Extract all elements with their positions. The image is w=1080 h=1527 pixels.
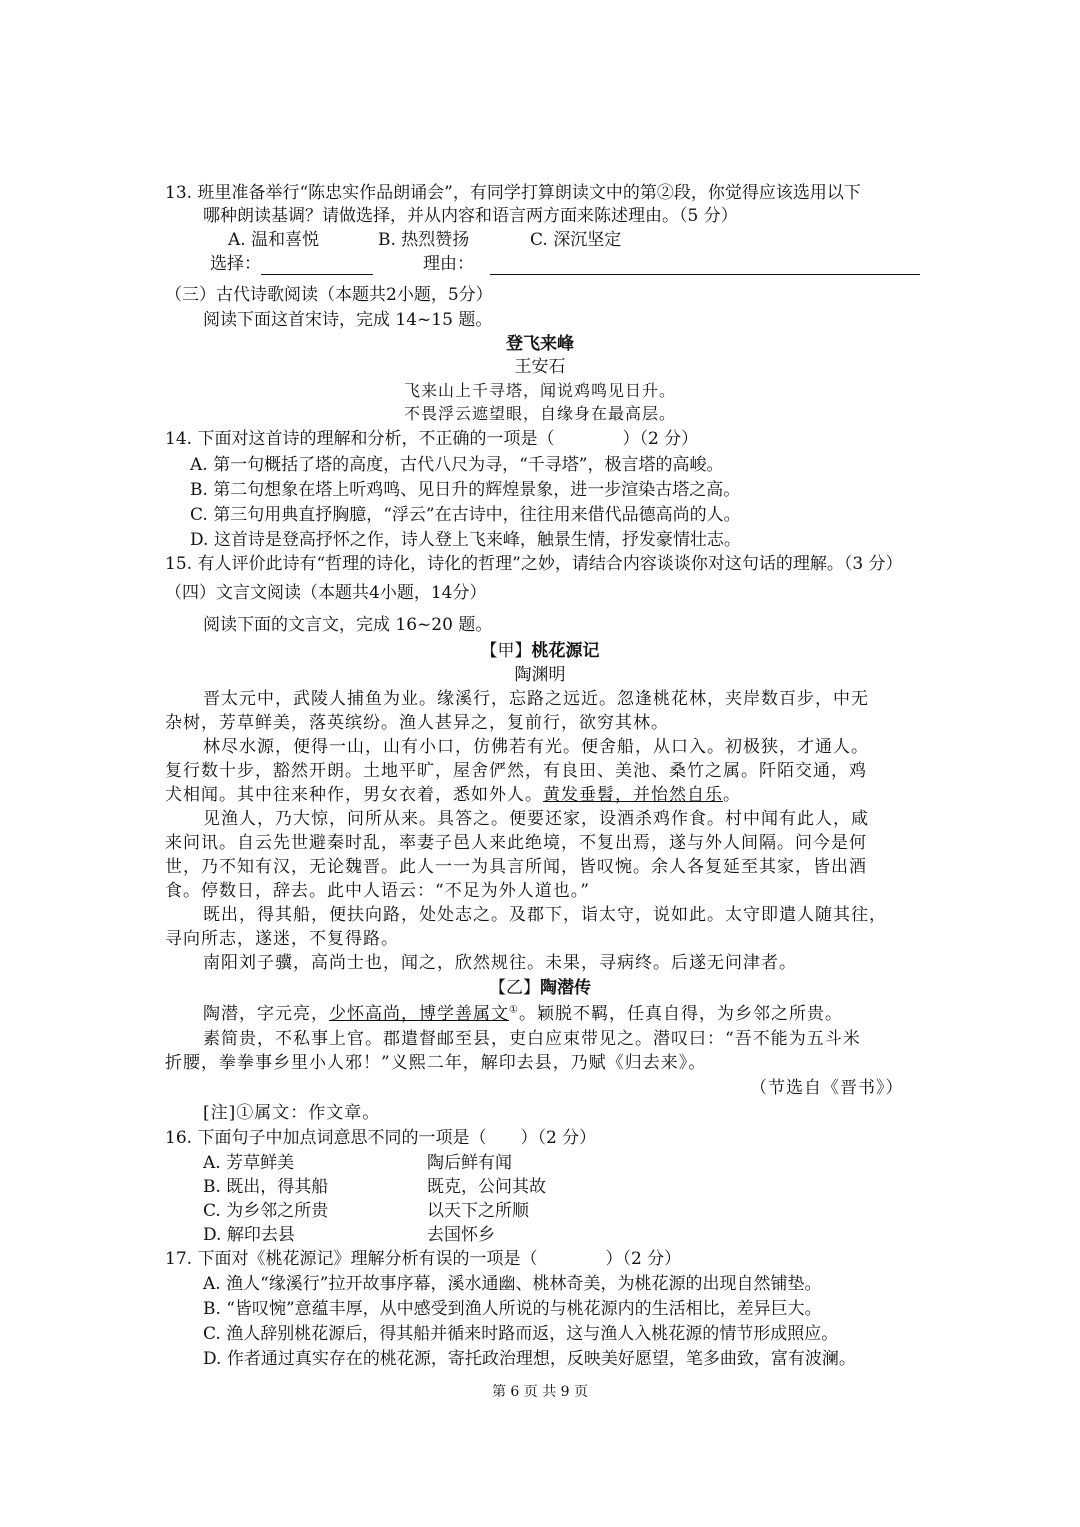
q16-option-b-left: B. 既出，得其船 xyxy=(203,1177,329,1197)
q16-option-a-left: A. 芳草鲜美 xyxy=(203,1153,295,1173)
q13-stem-line1: 13. 班里准备举行“陈忠实作品朗诵会”，有同学打算朗读文中的第②段，你觉得应该选用以下 xyxy=(165,183,861,203)
q16-stem: 16. 下面句子中加点词意思不同的一项是（ ）（2 分） xyxy=(165,1128,597,1148)
yi-line: 折腰，拳拳事乡里小人邪！”义熙二年，解印去县，乃赋《归去来》。 xyxy=(165,1053,707,1073)
q16-option-c-right: 以天下之所顺 xyxy=(427,1201,529,1221)
jia-line: 复行数十步，豁然开朗。土地平旷，屋舍俨然，有良田、美池、桑竹之属。阡陌交通，鸡 xyxy=(165,761,867,781)
section3-header: （三）古代诗歌阅读（本题共2小题，5分） xyxy=(165,285,493,305)
q14-stem: 14. 下面对这首诗的理解和分析，不正确的一项是（ ）（2 分） xyxy=(165,429,699,449)
page-footer: 第 6 页 共 9 页 xyxy=(491,1384,589,1400)
q14-option-c: C. 第三句用典直抒胸臆，“浮云”在古诗中，往往用来借代品德高尚的人。 xyxy=(190,505,741,525)
q16-option-c-left: C. 为乡邻之所贵 xyxy=(203,1201,329,1221)
yi-underlined-phrase: 少怀高尚，博学善属文 xyxy=(329,1004,509,1024)
q13-option-b: B. 热烈赞扬 xyxy=(378,230,470,250)
jia-underlined-phrase: 黄发垂髫，并怡然自乐 xyxy=(543,785,723,805)
choice-label: 选择： xyxy=(210,254,261,274)
section4-intro: 阅读下面的文言文，完成 16~20 题。 xyxy=(203,615,493,635)
q13-answer-row xyxy=(210,253,920,275)
reason-blank[interactable] xyxy=(490,256,920,275)
jia-author: 陶渊明 xyxy=(514,665,566,685)
yi-line xyxy=(203,1003,843,1025)
jia-line xyxy=(165,784,741,806)
q13-options xyxy=(228,229,621,251)
jia-line: 食。停数日，辞去。此中人语云：“不足为外人道也。” xyxy=(165,881,590,901)
q14-option-d: D. 这首诗是登高抒怀之作，诗人登上飞来峰，触景生情，抒发豪情壮志。 xyxy=(190,530,741,550)
q14-option-b: B. 第二句想象在塔上听鸡鸣、见日升的辉煌景象，进一步渲染古塔之高。 xyxy=(190,480,741,500)
q17-stem: 17. 下面对《桃花源记》理解分析有误的一项是（ ）（2 分） xyxy=(165,1249,682,1269)
section4-header: （四）文言文阅读（本题共4小题，14分） xyxy=(165,583,487,603)
yi-line-rest: 。颖脱不羁，任真自得，为乡邻之所贵。 xyxy=(518,1004,843,1024)
poem-line: 飞来山上千寻塔，闻说鸡鸣见日升。 xyxy=(403,381,676,400)
jia-title: 桃花源记 xyxy=(531,641,600,661)
jia-line: 既出，得其船，便扶向路，处处志之。及郡下，诣太守，说如此。太守即遣人随其往， xyxy=(203,905,887,925)
jia-line: 见渔人，乃大惊，问所从来。具答之。便要还家，设酒杀鸡作食。村中闻有此人，咸 xyxy=(203,809,869,829)
q16-option-a-right: 陶后鲜有闻 xyxy=(427,1153,512,1173)
section3-intro: 阅读下面这首宋诗，完成 14~15 题。 xyxy=(203,310,493,330)
q16-option-b-right: 既克，公问其故 xyxy=(427,1177,546,1197)
poem-line: 不畏浮云遮望眼，自缘身在最高层。 xyxy=(403,404,676,423)
yi-bracket: 【乙】 xyxy=(489,978,540,998)
yi-line-text: 陶潜，字元亮， xyxy=(203,1004,329,1024)
reason-label: 理由： xyxy=(423,254,474,274)
q15-stem: 15. 有人评价此诗有“哲理的诗化，诗化的哲理”之妙，请结合内容谈谈你对这句话的理解。（3 分） xyxy=(165,554,903,574)
yi-title-row xyxy=(0,977,1080,999)
q13-stem-line2: 哪种朗读基调？请做选择，并从内容和语言两方面来陈述理由。（5 分） xyxy=(203,206,738,226)
q17-option-d: D. 作者通过真实存在的桃花源，寄托政治理想，反映美好愿望，笔多曲致，富有波澜。 xyxy=(203,1349,856,1369)
poem-title: 登飞来峰 xyxy=(506,334,574,354)
jia-bracket: 【甲】 xyxy=(480,641,532,661)
jia-line: 世，乃不知有汉，无论魏晋。此人一一为具言所闻，皆叹惋。余人各复延至其家，皆出酒 xyxy=(165,857,867,877)
jia-line: 林尽水源，便得一山，山有小口，仿佛若有光。便舍船，从口入。初极狭，才通人。 xyxy=(203,737,869,757)
poem-author: 王安石 xyxy=(514,357,566,377)
q17-option-b: B. “皆叹惋”意蕴丰厚，从中感受到渔人所说的与桃花源内的生活相比，差异巨大。 xyxy=(203,1299,822,1319)
footnote-marker: ① xyxy=(509,1004,519,1016)
jia-line: 晋太元中，武陵人捕鱼为业。缘溪行，忘路之远近。忽逢桃花林，夹岸数百步，中无 xyxy=(203,689,869,709)
q16-option-d-left: D. 解印去县 xyxy=(203,1225,295,1245)
jia-line: 来问讯。自云先世避秦时乱，率妻子邑人来此绝境，不复出焉，遂与外人间隔。问今是何 xyxy=(165,833,867,853)
jia-line: 寻向所志，遂迷，不复得路。 xyxy=(165,929,399,949)
jia-line: 杂树，芳草鲜美，落英缤纷。渔人甚异之，复前行，欲穷其林。 xyxy=(165,713,669,733)
q16-option-d-right: 去国怀乡 xyxy=(427,1225,495,1245)
q14-option-a: A. 第一句概括了塔的高度，古代八尺为寻，“千寻塔”，极言塔的高峻。 xyxy=(190,455,724,475)
footnote: [注]①属文：作文章。 xyxy=(203,1103,381,1123)
jia-line: 南阳刘子骥，高尚士也，闻之，欣然规往。未果，寻病终。后遂无问津者。 xyxy=(203,953,797,973)
jia-title-row xyxy=(0,640,1080,662)
choice-blank[interactable] xyxy=(261,256,373,275)
q13-option-c: C. 深沉坚定 xyxy=(530,230,622,250)
yi-title: 陶潜传 xyxy=(540,978,591,998)
q13-option-a: A. 温和喜悦 xyxy=(228,230,320,250)
q17-option-a: A. 渔人“缘溪行”拉开故事序幕，溪水通幽、桃林奇美，为桃花源的出现自然铺垫。 xyxy=(203,1274,822,1294)
jia-line-end: 。 xyxy=(723,785,741,805)
yi-line: 素简贵，不私事上官。郡遣督邮至县，吏白应束带见之。潜叹曰：“吾不能为五斗米 xyxy=(203,1029,861,1049)
q17-option-c: C. 渔人辞别桃花源后，得其船并循来时路而返，这与渔人入桃花源的情节形成照应。 xyxy=(203,1324,839,1344)
jia-line-text: 犬相闻。其中往来种作，男女衣着，悉如外人。 xyxy=(165,785,543,805)
source-note: （节选自《晋书》） xyxy=(750,1078,904,1098)
